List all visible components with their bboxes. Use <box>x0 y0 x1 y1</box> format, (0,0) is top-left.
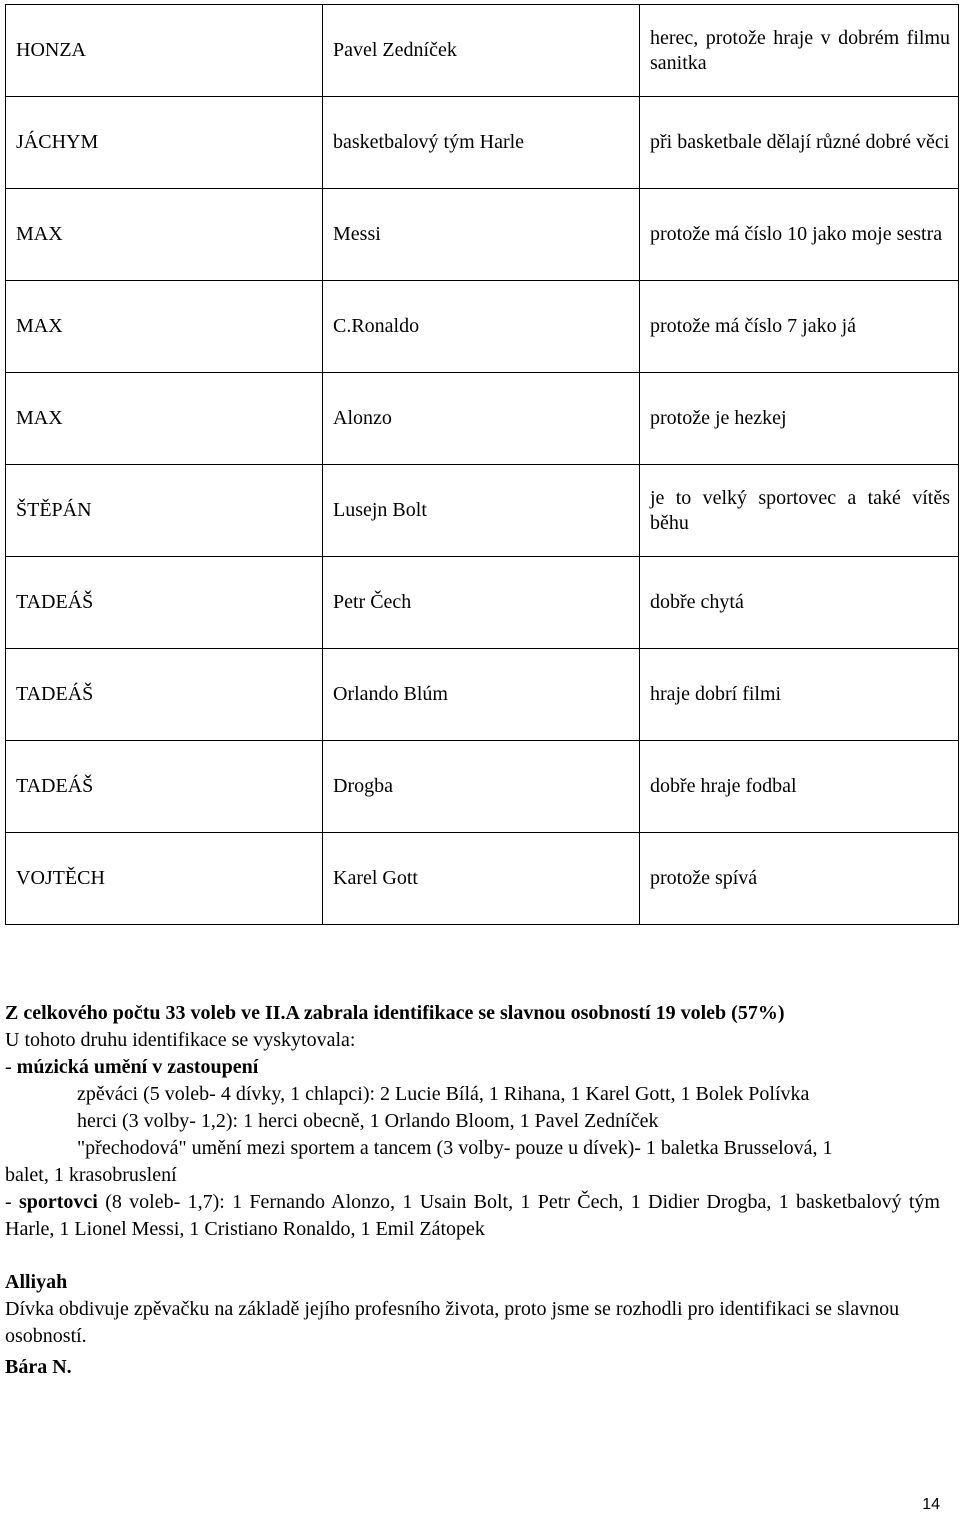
reason-cell: dobře hraje fodbal <box>640 741 959 833</box>
identification-table <box>5 4 959 925</box>
sport-prefix: - <box>5 1191 19 1213</box>
summary-section <box>5 1000 940 1381</box>
transitional-line: "přechodová" umění mezi sportem a tancem (3 volby- pouze u dívek)- 1 baletka Brusselová, 1 <box>77 1137 833 1159</box>
child-name-cell: MAX <box>6 281 323 373</box>
celebrity-cell: Karel Gott <box>323 833 640 925</box>
sport-rest: (8 voleb- 1,7): 1 Fernando Alonzo, 1 Usain Bolt, 1 Petr Čech, 1 Didier Drogba, 1 basketbalový tým Harle, 1 Lionel Messi, 1 Cristiano Ronaldo, 1 Emil Zátopek <box>5 1191 940 1240</box>
child-name-cell: VOJTĚCH <box>6 833 323 925</box>
celebrity-cell: Pavel Zedníček <box>323 5 640 97</box>
celebrity-cell: Alonzo <box>323 373 640 465</box>
reason-cell: herec, protože hraje v dobrém filmu sanitka <box>640 5 959 97</box>
table-row <box>6 833 959 925</box>
reason-cell: hraje dobrí filmi <box>640 649 959 741</box>
celebrity-cell: Messi <box>323 189 640 281</box>
reason-cell: je to velký sportovec a také vítěs běhu <box>640 465 959 557</box>
reason-cell: protože má číslo 7 jako já <box>640 281 959 373</box>
table-row <box>6 649 959 741</box>
singers-line: zpěváci (5 voleb- 4 dívky, 1 chlapci): 2 Lucie Bílá, 1 Rihana, 1 Karel Gott, 1 Bolek Polívka <box>77 1083 810 1105</box>
arts-line <box>5 1054 940 1081</box>
table-row <box>6 189 959 281</box>
celebrity-cell: basketbalový tým Harle <box>323 97 640 189</box>
arts-prefix: - <box>5 1056 17 1078</box>
child-name-cell: TADEÁŠ <box>6 557 323 649</box>
page-number: 14 <box>922 1496 940 1513</box>
table-row <box>6 5 959 97</box>
child-name-cell: TADEÁŠ <box>6 741 323 833</box>
arts-heading: múzická umění v zastoupení <box>16 1056 259 1078</box>
next-name: Bára N. <box>5 1356 72 1378</box>
reason-cell: protože má číslo 10 jako moje sestra <box>640 189 959 281</box>
spacer <box>5 1243 940 1269</box>
alliyah-text: Dívka obdivuje zpěvačku na základě jejího profesního života, proto jsme se rozhodli pro identifikaci se slavnou osobností. <box>5 1298 900 1347</box>
sport-heading: sportovci <box>18 1191 98 1213</box>
summary-heading: Z celkového počtu 33 voleb ve II.A zabrala identifikace se slavnou osobností 19 voleb (57%) <box>5 1002 785 1024</box>
celebrity-cell: C.Ronaldo <box>323 281 640 373</box>
transitional-line-cont: balet, 1 krasobruslení <box>5 1164 177 1186</box>
sport-line <box>5 1189 940 1243</box>
table-row <box>6 557 959 649</box>
celebrity-cell: Orlando Blúm <box>323 649 640 741</box>
table-row <box>6 281 959 373</box>
child-name-cell: TADEÁŠ <box>6 649 323 741</box>
child-name-cell: ŠTĚPÁN <box>6 465 323 557</box>
actors-line: herci (3 volby- 1,2): 1 herci obecně, 1 Orlando Bloom, 1 Pavel Zedníček <box>77 1110 659 1132</box>
reason-cell: při basketbale dělají různé dobré věci <box>640 97 959 189</box>
child-name-cell: HONZA <box>6 5 323 97</box>
child-name-cell: MAX <box>6 189 323 281</box>
table-row <box>6 373 959 465</box>
reason-cell: protože spívá <box>640 833 959 925</box>
alliyah-name: Alliyah <box>5 1271 68 1293</box>
child-name-cell: MAX <box>6 373 323 465</box>
celebrity-cell: Lusejn Bolt <box>323 465 640 557</box>
celebrity-cell: Petr Čech <box>323 557 640 649</box>
table-row <box>6 97 959 189</box>
table-row <box>6 465 959 557</box>
table-row <box>6 741 959 833</box>
reason-cell: dobře chytá <box>640 557 959 649</box>
celebrity-cell: Drogba <box>323 741 640 833</box>
summary-intro: U tohoto druhu identifikace se vyskytovala: <box>5 1029 356 1051</box>
child-name-cell: JÁCHYM <box>6 97 323 189</box>
reason-cell: protože je hezkej <box>640 373 959 465</box>
